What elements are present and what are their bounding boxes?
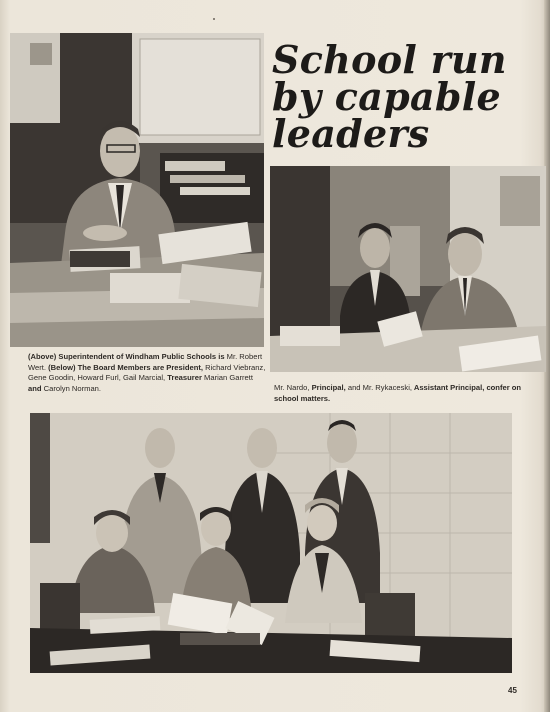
caption-left-treasurer: Treasurer — [165, 373, 202, 383]
page-number: 45 — [508, 686, 517, 695]
caption-left-and: and — [28, 383, 42, 393]
caption-left-below: (Below) The Board Members are President, — [46, 362, 203, 372]
caption-left-above: (Above) — [28, 352, 57, 361]
caption-left-names: Richard Viebranz, Gene Goodin, Howard Furl, Gail Marcial, — [28, 362, 266, 383]
caption-left-wert: Mr. Robert Wert. — [28, 352, 263, 372]
headline-line-1: School run — [272, 37, 507, 82]
caption-right-rykaceski: and Mr. Rykaceski, — [345, 383, 413, 392]
headline-line-3: leaders — [272, 111, 430, 156]
photo-superintendent — [10, 33, 264, 347]
print-speck — [213, 18, 215, 20]
caption-left-garrett: Marian Garrett — [201, 373, 253, 383]
headline-line-2: by capable — [272, 74, 502, 119]
caption-right-confer: confer on school matters. — [274, 383, 522, 403]
photo-board-members — [30, 413, 512, 673]
caption-left-norman: Carolyn Norman. — [41, 383, 102, 393]
caption-right-assistant: Assistant Principal, — [412, 383, 485, 392]
caption-principals — [274, 383, 544, 404]
caption-right-principal: Principal, — [309, 383, 346, 392]
caption-right-nardo: Mr. Nardo, — [274, 383, 310, 392]
caption-left-superintendent: Superintendent of Windham Public Schools is — [56, 352, 225, 361]
caption-superintendent-board — [28, 352, 266, 394]
photo-principals — [270, 166, 546, 372]
page-headline — [272, 37, 542, 156]
